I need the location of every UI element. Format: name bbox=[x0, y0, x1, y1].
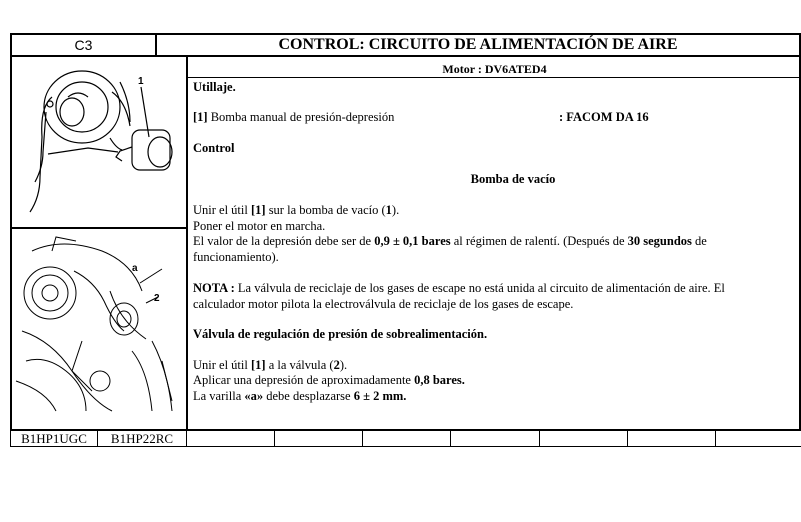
figure-divider bbox=[10, 227, 188, 229]
utillaje-heading: Utillaje. bbox=[193, 80, 236, 94]
vacuum-heading: Bomba de vacío bbox=[470, 172, 556, 186]
procedure-text bbox=[193, 80, 793, 404]
page-title: CONTROL: CIRCUITO DE ALIMENTACIÓN DE AIRE bbox=[157, 33, 801, 57]
motor-line: Motor : DV6ATED4 bbox=[188, 62, 801, 78]
vacuum-line-4: funcionamiento). bbox=[193, 249, 279, 264]
tool-ref: [1] bbox=[193, 110, 208, 124]
vacuum-pump-figure bbox=[12, 62, 186, 225]
valve-line-1: Unir el útil [1] a la válvula (2). bbox=[193, 357, 348, 372]
reference-cell bbox=[363, 431, 451, 447]
reference-strip bbox=[10, 431, 801, 447]
figure-label-1: 1 bbox=[138, 76, 144, 87]
figure-label-2: 2 bbox=[154, 293, 160, 304]
wastegate-valve-figure bbox=[12, 231, 186, 423]
reference-cell: B1HP1UGC bbox=[10, 431, 98, 447]
vacuum-line-2: Poner el motor en marcha. bbox=[193, 218, 326, 233]
valve-heading: Válvula de regulación de presión de sobrealimentación. bbox=[193, 327, 488, 341]
reference-cell bbox=[451, 431, 540, 447]
vacuum-line-1: Unir el útil [1] sur la bomba de vacío (1). bbox=[193, 203, 400, 217]
control-heading: Control bbox=[193, 141, 235, 155]
valve-line-2: Aplicar una depresión de aproximadamente 0,8 bares. bbox=[193, 373, 465, 387]
reference-cell bbox=[187, 431, 275, 447]
reference-cell bbox=[628, 431, 716, 447]
reference-cell: B1HP22RC bbox=[98, 431, 187, 447]
reference-cell bbox=[275, 431, 363, 447]
reference-cell bbox=[716, 431, 801, 447]
vacuum-line-3: El valor de la depresión debe ser de 0,9 ± 0,1 bares al régimen de ralentí. (Después de 30 segundos de bbox=[193, 234, 707, 248]
tool-brand: : FACOM DA 16 bbox=[559, 110, 649, 124]
section-code: C3 bbox=[10, 33, 157, 57]
tool-description: Bomba manual de presión-depresión bbox=[210, 110, 395, 124]
nota-line-1: NOTA : La válvula de reciclaje de los gases de escape no está unida al circuito de alimentación de aire. El bbox=[193, 281, 725, 295]
valve-line-3: La varilla «a» debe desplazarse 6 ± 2 mm. bbox=[193, 388, 407, 403]
reference-cell bbox=[540, 431, 628, 447]
figure-label-a: a bbox=[132, 263, 138, 274]
tool-line bbox=[193, 110, 793, 141]
nota-line-2: calculador motor pilota la electroválvula de reciclaje de los gases de escape. bbox=[193, 296, 574, 311]
